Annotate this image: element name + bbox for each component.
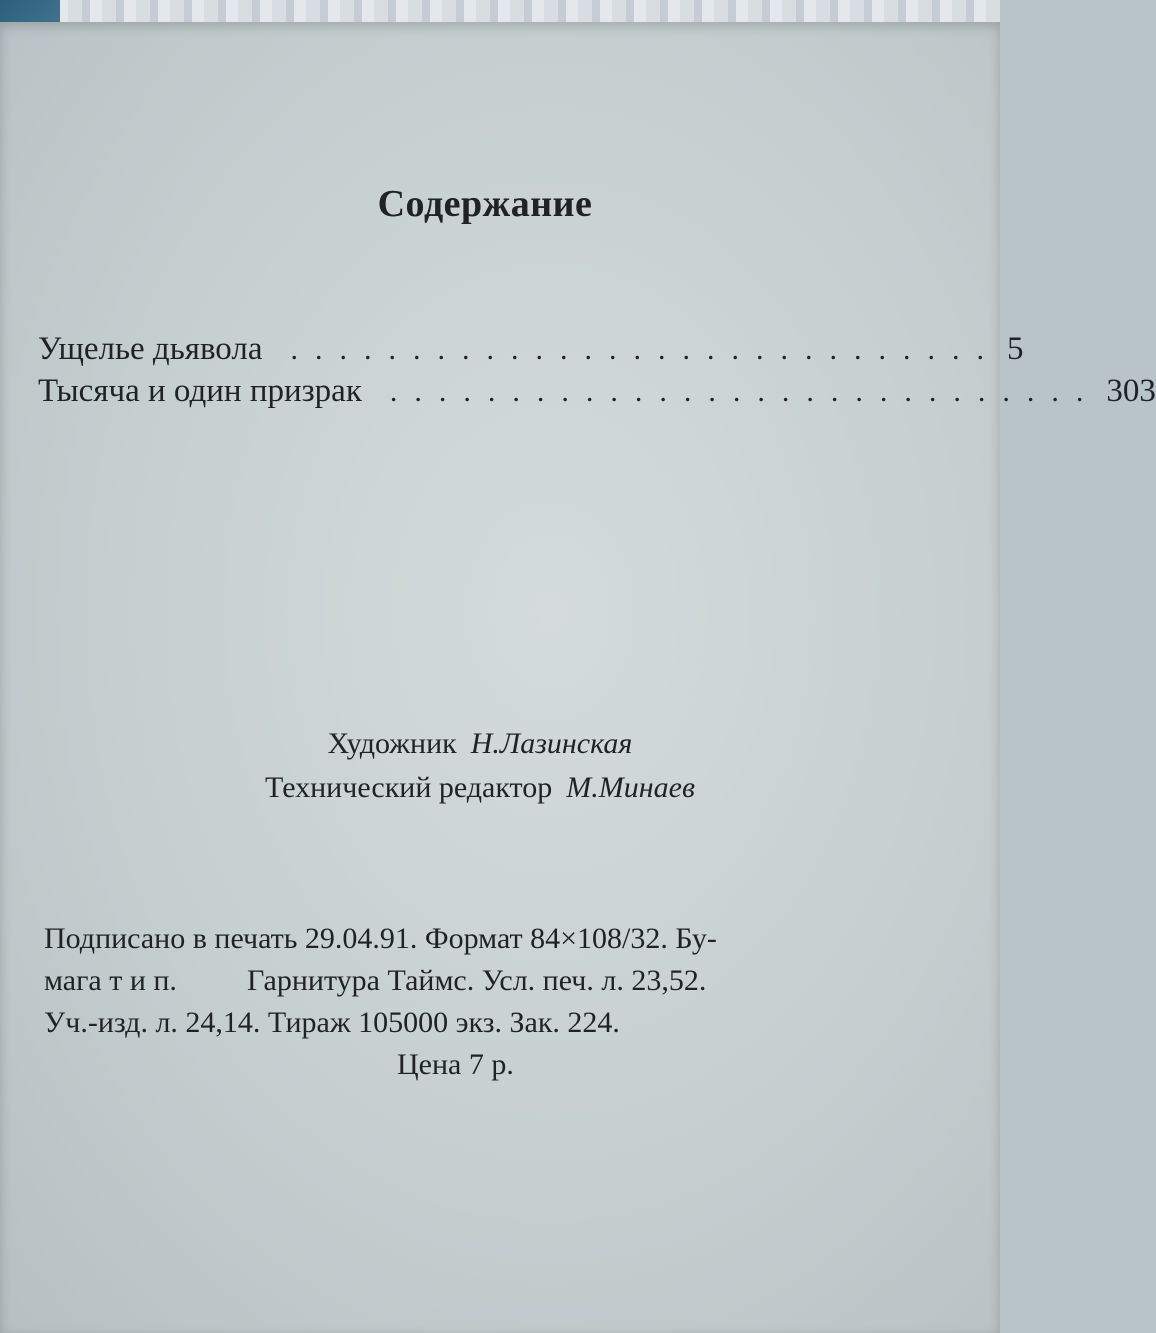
imprint-line [44, 960, 944, 1002]
credit-role: Технический редактор [265, 771, 553, 804]
imprint-block [44, 918, 944, 1086]
imprint-fragment: мага т и п. [44, 964, 177, 997]
contents-heading: Содержание [377, 183, 593, 225]
credit-role: Художник [327, 727, 457, 760]
credits-block [0, 722, 960, 810]
imprint-fragment: Гарнитура Таймс. Усл. печ. л. 23,52. [246, 964, 707, 997]
toc-entry-title: Ущелье дьявола [38, 331, 263, 367]
credit-name: М.Минаев [566, 771, 695, 804]
toc-entry-page: 5 [1007, 331, 1024, 367]
credit-line [0, 766, 960, 810]
price-line: Цена 7 р. [397, 1048, 514, 1081]
credit-line [0, 722, 960, 766]
credit-name: Н.Лазинская [470, 727, 633, 760]
toc-entry-page: 303 [1106, 373, 1156, 409]
toc-entry [38, 328, 1024, 370]
toc-dot-leader: ............................. [290, 333, 1001, 366]
imprint-line: Уч.-изд. л. 24,14. Тираж 105000 экз. Зак. 224. [44, 1006, 620, 1039]
toc-dot-leader: ............................. [389, 375, 1101, 408]
table-of-contents [38, 328, 1156, 412]
toc-entry [38, 370, 1156, 412]
imprint-line: Подписано в печать 29.04.91. Формат 84×108/32. Бу- [44, 922, 717, 955]
book-page [0, 22, 1156, 1333]
toc-entry-title: Тысяча и один призрак [38, 373, 362, 409]
